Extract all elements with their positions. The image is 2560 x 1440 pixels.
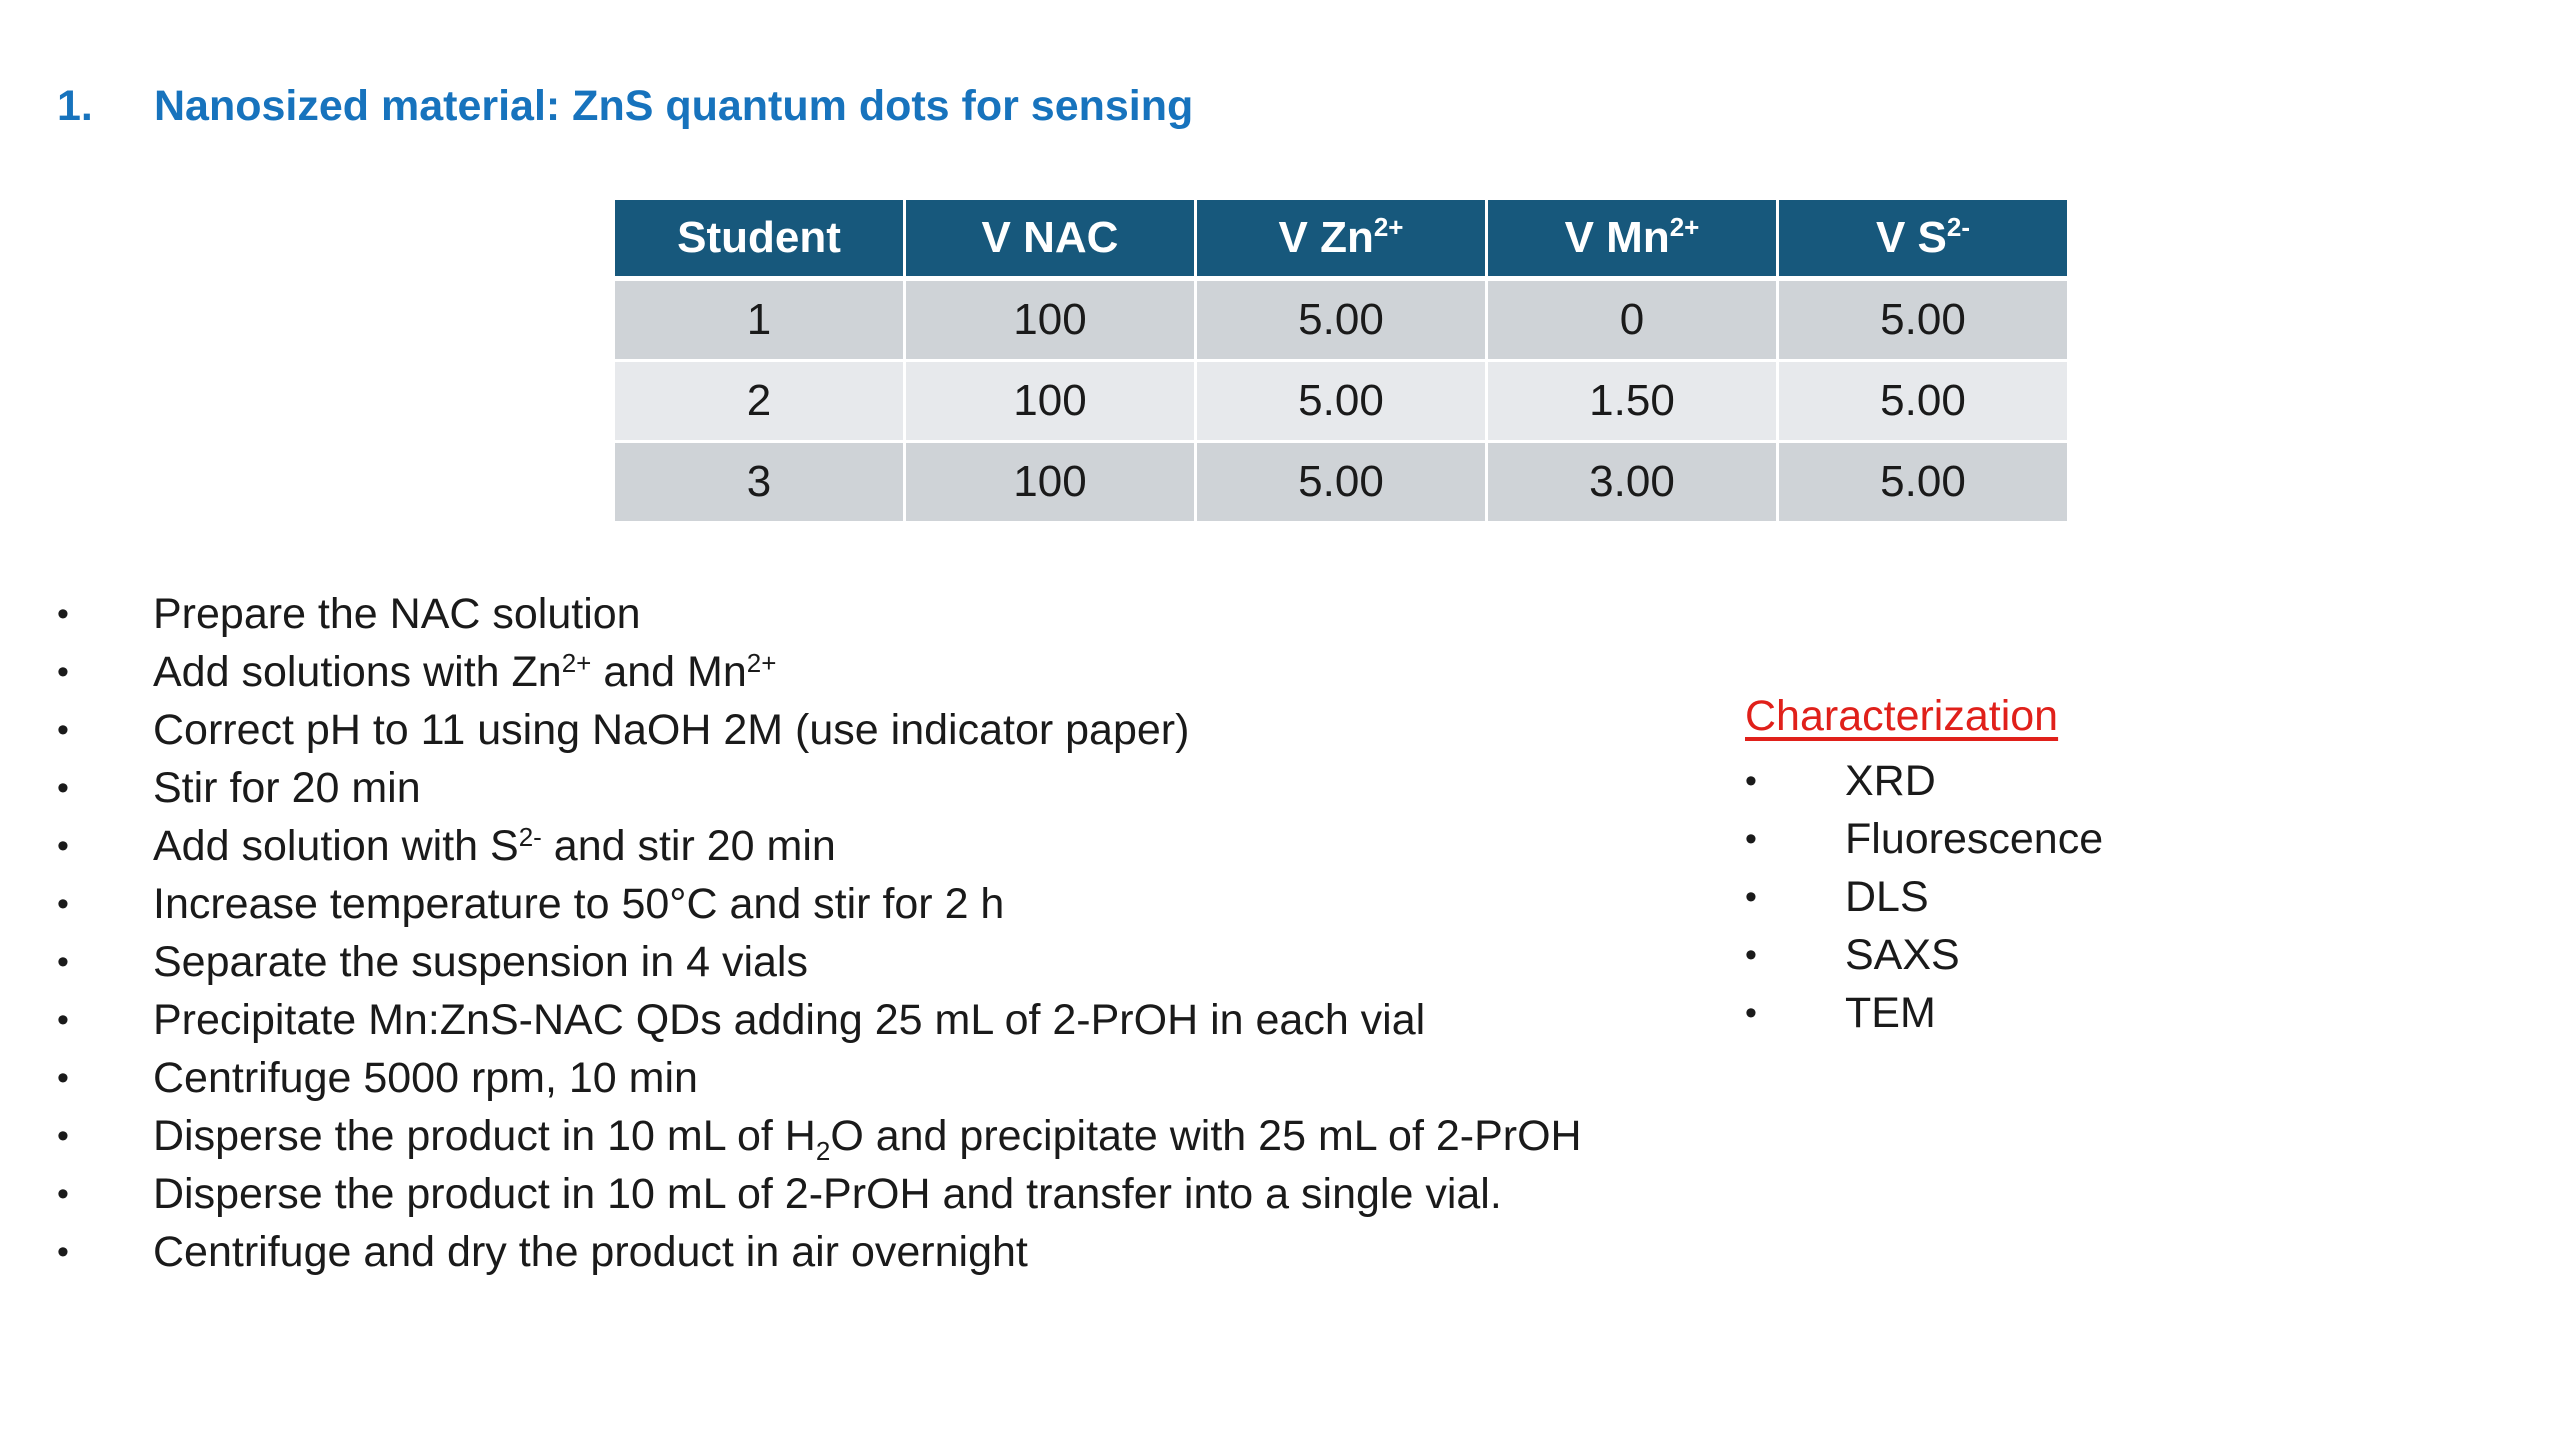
table-cell: 5.00 (1778, 279, 2069, 361)
table-cell: 5.00 (1778, 442, 2069, 523)
table-cell: 5.00 (1196, 361, 1487, 442)
procedure-step: • Prepare the NAC solution (0, 585, 1582, 643)
col-header-v-s: V $S^{2-}$ (1778, 200, 2069, 279)
bullet-icon: • (57, 653, 69, 691)
bullet-icon: • (57, 1001, 69, 1039)
characterization-item: • SAXS (1745, 926, 2103, 984)
bullet-icon: • (57, 885, 69, 923)
volumes-table (612, 200, 2070, 524)
table-cell: 100 (905, 442, 1196, 523)
table-row (614, 279, 2069, 361)
characterization-item: • XRD (1745, 752, 2103, 810)
table-row (614, 361, 2069, 442)
table-cell: 100 (905, 279, 1196, 361)
section-number: 1. (57, 82, 93, 130)
bullet-icon: • (57, 1117, 69, 1155)
procedure-step: • Correct pH to 11 using NaOH 2M (use indicator paper) (0, 701, 1582, 759)
procedure-step: • Increase temperature to 50°C and stir for 2 h (0, 875, 1582, 933)
bullet-icon: • (57, 1059, 69, 1097)
col-header-v-mn: V $Mn^{2+}$ (1487, 200, 1778, 279)
procedure-step: • Precipitate Mn:ZnS-NAC QDs adding 25 mL of 2-PrOH in each vial (0, 991, 1582, 1049)
table-header-row (614, 200, 2069, 279)
table-cell: 0 (1487, 279, 1778, 361)
procedure-step: • Disperse the product in 10 mL of $H_2O$ and precipitate with 25 mL of 2-PrOH (0, 1107, 1582, 1165)
bullet-icon: • (57, 711, 69, 749)
bullet-icon: • (1745, 878, 1757, 916)
bullet-icon: • (57, 595, 69, 633)
table-cell: 3 (614, 442, 905, 523)
bullet-icon: • (1745, 994, 1757, 1032)
table-cell: 5.00 (1196, 442, 1487, 523)
table-cell: 1.50 (1487, 361, 1778, 442)
section-title: Nanosized material: ZnS quantum dots for sensing (154, 82, 1194, 130)
characterization-item: • DLS (1745, 868, 2103, 926)
characterization-item: • TEM (1745, 984, 2103, 1042)
procedure-step: • Separate the suspension in 4 vials (0, 933, 1582, 991)
section-heading (57, 82, 1193, 131)
table-cell: 5.00 (1778, 361, 2069, 442)
bullet-icon: • (57, 1175, 69, 1213)
bullet-icon: • (1745, 820, 1757, 858)
table-cell: 5.00 (1196, 279, 1487, 361)
bullet-icon: • (1745, 936, 1757, 974)
characterization-item: • Fluorescence (1745, 810, 2103, 868)
bullet-icon: • (57, 827, 69, 865)
table-cell: 2 (614, 361, 905, 442)
characterization-title: Characterization (1745, 692, 2059, 740)
procedure-step: • Add solutions with $Zn^{2+}$ and $Mn^{2+}$ (0, 643, 1582, 701)
table-cell: 3.00 (1487, 442, 1778, 523)
procedure-step: • Disperse the product in 10 mL of 2-PrOH and transfer into a single vial. (0, 1165, 1582, 1223)
table-row (614, 442, 2069, 523)
table-cell: 100 (905, 361, 1196, 442)
bullet-icon: • (1745, 762, 1757, 800)
procedure-step: • Centrifuge 5000 rpm, 10 min (0, 1049, 1582, 1107)
col-header-student: Student (614, 200, 905, 279)
bullet-icon: • (57, 769, 69, 807)
bullet-icon: • (57, 1233, 69, 1271)
procedure-list (0, 585, 1582, 1281)
col-header-v-nac: V NAC (905, 200, 1196, 279)
procedure-step: • Centrifuge and dry the product in air overnight (0, 1223, 1582, 1281)
procedure-step: • Add solution with $S^{2-}$ and stir 20 min (0, 817, 1582, 875)
bullet-icon: • (57, 943, 69, 981)
table-cell: 1 (614, 279, 905, 361)
procedure-step: • Stir for 20 min (0, 759, 1582, 817)
col-header-v-zn: V $Zn^{2+}$ (1196, 200, 1487, 279)
characterization-list (1745, 752, 2103, 1042)
